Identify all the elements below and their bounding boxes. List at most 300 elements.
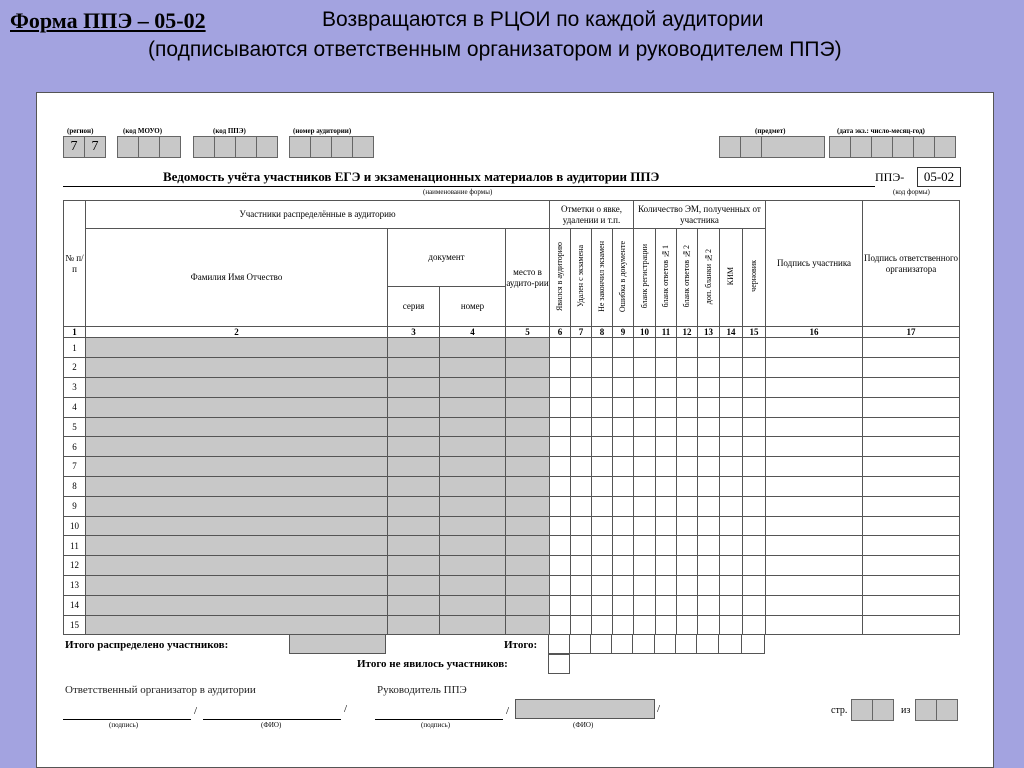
exam-date-box[interactable] (892, 136, 914, 158)
table-cell[interactable] (656, 516, 677, 536)
table-cell[interactable] (634, 556, 656, 576)
table-cell[interactable] (571, 516, 592, 536)
table-cell[interactable] (677, 377, 698, 397)
total-cell[interactable] (569, 634, 591, 654)
table-cell[interactable] (743, 516, 766, 536)
table-cell[interactable] (863, 615, 960, 635)
table-cell[interactable] (388, 516, 440, 536)
table-cell[interactable] (440, 417, 506, 437)
table-cell[interactable] (440, 476, 506, 496)
table-cell[interactable] (592, 437, 613, 457)
col-header-mark: Явился в аудиторию (555, 241, 565, 311)
table-cell[interactable] (388, 556, 440, 576)
table-cell[interactable] (592, 575, 613, 595)
table-cell[interactable] (86, 536, 388, 556)
table-cell[interactable] (506, 457, 550, 477)
table-cell[interactable] (506, 615, 550, 635)
mouo-code-box[interactable] (117, 136, 139, 158)
table-cell[interactable] (743, 556, 766, 576)
table-cell[interactable] (388, 575, 440, 595)
table-cell[interactable] (613, 417, 634, 437)
subject-box[interactable] (761, 136, 825, 158)
table-cell[interactable] (720, 556, 743, 576)
table-cell[interactable] (698, 536, 720, 556)
table-cell[interactable] (656, 496, 677, 516)
table-cell[interactable] (656, 377, 677, 397)
ppe-code-box[interactable] (235, 136, 257, 158)
table-cell[interactable] (571, 437, 592, 457)
exam-date-box[interactable] (913, 136, 935, 158)
table-cell[interactable] (656, 536, 677, 556)
room-number-box[interactable] (331, 136, 353, 158)
page-box[interactable] (851, 699, 873, 721)
table-cell[interactable] (592, 476, 613, 496)
table-cell[interactable] (677, 615, 698, 635)
head-signature-line[interactable] (375, 719, 503, 720)
form-title: Ведомость учёта участников ЕГЭ и экзаменационных материалов в аудитории ППЭ (163, 169, 660, 184)
table-cell[interactable] (677, 417, 698, 437)
table-cell[interactable] (743, 496, 766, 516)
table-cell[interactable] (613, 457, 634, 477)
exam-date-box[interactable] (850, 136, 872, 158)
table-cell[interactable] (720, 575, 743, 595)
slide-note-line2: (подписываются ответственным организатором и руководителем ППЭ) (148, 38, 842, 61)
table-cell[interactable] (86, 457, 388, 477)
table-cell[interactable] (550, 516, 571, 536)
total-cell[interactable] (718, 634, 742, 654)
table-cell[interactable] (550, 496, 571, 516)
table-cell[interactable] (698, 457, 720, 477)
table-cell[interactable] (86, 397, 388, 417)
table-cell[interactable] (613, 575, 634, 595)
table-cell[interactable] (592, 377, 613, 397)
table-cell[interactable] (506, 536, 550, 556)
table-cell[interactable] (766, 437, 863, 457)
table-cell[interactable] (86, 437, 388, 457)
table-cell[interactable] (720, 338, 743, 358)
table-cell[interactable] (634, 437, 656, 457)
table-cell[interactable] (720, 397, 743, 417)
table-cell[interactable] (677, 536, 698, 556)
table-cell[interactable] (440, 536, 506, 556)
table-cell[interactable] (698, 397, 720, 417)
table-cell[interactable] (743, 338, 766, 358)
table-cell[interactable] (766, 615, 863, 635)
table-cell[interactable] (550, 437, 571, 457)
column-number-cell: 9 (613, 327, 634, 338)
table-cell[interactable] (506, 397, 550, 417)
table-cell[interactable] (863, 377, 960, 397)
table-cell[interactable] (698, 437, 720, 457)
table-cell[interactable] (863, 437, 960, 457)
table-cell[interactable] (677, 437, 698, 457)
table-cell[interactable] (766, 496, 863, 516)
mouo-code-box[interactable] (159, 136, 181, 158)
table-cell[interactable] (720, 536, 743, 556)
table-cell[interactable] (550, 476, 571, 496)
table-cell[interactable] (592, 496, 613, 516)
table-cell[interactable] (440, 496, 506, 516)
table-cell[interactable] (677, 496, 698, 516)
table-cell[interactable] (743, 397, 766, 417)
table-cell[interactable] (656, 476, 677, 496)
table-cell[interactable] (86, 377, 388, 397)
table-cell[interactable] (698, 476, 720, 496)
table-cell[interactable] (656, 338, 677, 358)
table-cell[interactable] (592, 615, 613, 635)
col-header-document: документ (388, 229, 506, 287)
table-cell[interactable] (506, 476, 550, 496)
table-cell[interactable] (863, 417, 960, 437)
table-cell[interactable] (571, 338, 592, 358)
total-cell[interactable] (741, 634, 765, 654)
table-cell[interactable] (634, 615, 656, 635)
table-cell[interactable] (677, 595, 698, 615)
table-cell[interactable] (571, 476, 592, 496)
table-cell[interactable] (86, 556, 388, 576)
table-cell[interactable] (571, 496, 592, 516)
table-cell[interactable] (766, 595, 863, 615)
total-cell[interactable] (632, 634, 655, 654)
table-cell[interactable] (720, 437, 743, 457)
table-cell[interactable] (571, 556, 592, 576)
table-cell[interactable] (656, 556, 677, 576)
table-cell[interactable] (863, 476, 960, 496)
table-cell[interactable] (388, 496, 440, 516)
table-cell[interactable] (86, 338, 388, 358)
region-digit-box[interactable]: 7 (84, 136, 106, 158)
table-cell[interactable] (863, 397, 960, 417)
table-cell[interactable] (634, 536, 656, 556)
table-cell[interactable] (388, 397, 440, 417)
table-cell[interactable] (766, 556, 863, 576)
table-cell[interactable] (506, 595, 550, 615)
table-cell[interactable] (613, 615, 634, 635)
table-cell[interactable] (613, 595, 634, 615)
table-cell[interactable] (698, 595, 720, 615)
table-cell[interactable] (656, 397, 677, 417)
table-cell[interactable] (743, 476, 766, 496)
table-cell[interactable] (592, 338, 613, 358)
table-cell[interactable] (571, 417, 592, 437)
table-cell[interactable] (388, 457, 440, 477)
table-cell[interactable] (656, 615, 677, 635)
room-number-box[interactable] (310, 136, 332, 158)
table-cell[interactable] (743, 417, 766, 437)
table-cell[interactable] (677, 575, 698, 595)
table-cell[interactable] (388, 595, 440, 615)
page-box[interactable] (872, 699, 894, 721)
table-cell[interactable] (863, 536, 960, 556)
table-cell[interactable] (571, 575, 592, 595)
table-cell[interactable] (388, 476, 440, 496)
total-cell[interactable] (611, 634, 633, 654)
organizer-signature-line[interactable] (63, 719, 191, 720)
table-cell[interactable] (592, 397, 613, 417)
table-cell[interactable] (656, 595, 677, 615)
exam-date-box[interactable] (934, 136, 956, 158)
table-cell[interactable] (613, 516, 634, 536)
table-cell[interactable] (440, 615, 506, 635)
total-pages-box[interactable] (936, 699, 958, 721)
room-number-box[interactable] (289, 136, 311, 158)
table-cell[interactable] (698, 417, 720, 437)
table-cell[interactable] (592, 417, 613, 437)
table-cell[interactable] (592, 358, 613, 378)
total-absent-box[interactable] (548, 654, 570, 674)
page-boxes (851, 699, 893, 721)
table-cell[interactable] (698, 615, 720, 635)
table-cell[interactable] (766, 575, 863, 595)
table-cell[interactable] (766, 536, 863, 556)
table-cell[interactable] (613, 496, 634, 516)
table-cell[interactable] (440, 575, 506, 595)
table-cell[interactable] (634, 457, 656, 477)
table-cell[interactable] (613, 536, 634, 556)
col-header-em: бланк ответов №1 (661, 245, 671, 308)
table-cell[interactable] (743, 615, 766, 635)
table-cell[interactable] (571, 457, 592, 477)
table-cell[interactable] (388, 437, 440, 457)
table-cell[interactable] (863, 575, 960, 595)
table-cell[interactable] (613, 377, 634, 397)
table-cell[interactable] (698, 377, 720, 397)
table-cell[interactable] (766, 397, 863, 417)
row-number: 9 (64, 496, 86, 516)
head-fio-box[interactable] (515, 699, 655, 719)
table-cell[interactable] (550, 377, 571, 397)
table-cell[interactable] (440, 358, 506, 378)
table-cell[interactable] (634, 377, 656, 397)
table-cell[interactable] (613, 437, 634, 457)
total-cell[interactable] (696, 634, 719, 654)
table-cell[interactable] (766, 377, 863, 397)
table-cell[interactable] (743, 437, 766, 457)
table-cell[interactable] (743, 377, 766, 397)
table-cell[interactable] (656, 437, 677, 457)
table-cell[interactable] (720, 615, 743, 635)
table-cell[interactable] (863, 556, 960, 576)
table-cell[interactable] (766, 417, 863, 437)
table-cell[interactable] (743, 575, 766, 595)
organizer-fio-line[interactable] (203, 719, 341, 720)
total-cell[interactable] (675, 634, 697, 654)
table-cell[interactable] (677, 338, 698, 358)
subject-box[interactable] (719, 136, 741, 158)
table-cell[interactable] (571, 358, 592, 378)
table-cell[interactable] (743, 536, 766, 556)
table-cell[interactable] (440, 397, 506, 417)
table-cell[interactable] (592, 536, 613, 556)
table-cell[interactable] (613, 397, 634, 417)
ppe-code-box[interactable] (214, 136, 236, 158)
total-absent-label: Итого не явилось участников: (357, 658, 508, 670)
table-cell[interactable] (743, 358, 766, 378)
table-cell[interactable] (550, 536, 571, 556)
table-cell[interactable] (720, 476, 743, 496)
table-cell[interactable] (550, 358, 571, 378)
table-cell[interactable] (720, 417, 743, 437)
table-cell[interactable] (550, 575, 571, 595)
table-cell[interactable] (86, 615, 388, 635)
table-cell[interactable] (550, 595, 571, 615)
table-cell[interactable] (86, 417, 388, 437)
table-cell[interactable] (506, 556, 550, 576)
table-cell[interactable] (766, 516, 863, 536)
table-cell[interactable] (440, 437, 506, 457)
total-cell[interactable] (590, 634, 612, 654)
table-cell[interactable] (613, 338, 634, 358)
table-cell[interactable] (613, 476, 634, 496)
table-cell[interactable] (571, 615, 592, 635)
table-cell[interactable] (698, 338, 720, 358)
table-cell[interactable] (388, 338, 440, 358)
table-cell[interactable] (720, 457, 743, 477)
table-cell[interactable] (634, 417, 656, 437)
table-cell[interactable] (592, 556, 613, 576)
table-cell[interactable] (571, 595, 592, 615)
table-cell[interactable] (440, 457, 506, 477)
table-cell[interactable] (440, 377, 506, 397)
table-cell[interactable] (388, 377, 440, 397)
table-cell[interactable] (550, 615, 571, 635)
region-digit-box[interactable]: 7 (63, 136, 85, 158)
table-cell[interactable] (698, 358, 720, 378)
page-label: стр. (831, 705, 848, 716)
table-cell[interactable] (720, 516, 743, 536)
subject-box[interactable] (740, 136, 762, 158)
table-cell[interactable] (634, 338, 656, 358)
table-cell[interactable] (720, 595, 743, 615)
table-cell[interactable] (592, 516, 613, 536)
table-cell[interactable] (698, 575, 720, 595)
table-cell[interactable] (656, 358, 677, 378)
table-cell[interactable] (440, 595, 506, 615)
table-cell[interactable] (550, 338, 571, 358)
total-pages-box[interactable] (915, 699, 937, 721)
table-cell[interactable] (506, 377, 550, 397)
table-cell[interactable] (677, 397, 698, 417)
table-row (64, 397, 960, 417)
table-cell[interactable] (550, 397, 571, 417)
table-cell[interactable] (863, 358, 960, 378)
table-cell[interactable] (86, 496, 388, 516)
organizer-fio-caption: (ФИО) (261, 721, 282, 729)
table-cell[interactable] (698, 516, 720, 536)
table-cell[interactable] (388, 417, 440, 437)
table-cell[interactable] (656, 457, 677, 477)
table-cell[interactable] (388, 536, 440, 556)
col-header-fio: Фамилия Имя Отчество (86, 229, 388, 327)
table-cell[interactable] (656, 575, 677, 595)
table-cell[interactable] (720, 358, 743, 378)
table-cell[interactable] (506, 575, 550, 595)
table-cell[interactable] (571, 536, 592, 556)
total-distributed-box[interactable] (289, 634, 386, 654)
table-cell[interactable] (506, 516, 550, 536)
table-cell[interactable] (766, 476, 863, 496)
table-cell[interactable] (550, 556, 571, 576)
table-cell[interactable] (863, 496, 960, 516)
table-cell[interactable] (634, 496, 656, 516)
table-cell[interactable] (634, 476, 656, 496)
table-cell[interactable] (592, 457, 613, 477)
total-cell[interactable] (548, 634, 570, 654)
table-cell[interactable] (863, 338, 960, 358)
table-cell[interactable] (592, 595, 613, 615)
table-cell[interactable] (86, 358, 388, 378)
of-label: из (901, 705, 911, 716)
table-cell[interactable] (634, 397, 656, 417)
table-cell[interactable] (571, 377, 592, 397)
table-cell[interactable] (506, 496, 550, 516)
table-cell[interactable] (863, 595, 960, 615)
table-cell[interactable] (863, 516, 960, 536)
table-cell[interactable] (550, 457, 571, 477)
exam-date-box[interactable] (871, 136, 893, 158)
table-cell[interactable] (86, 476, 388, 496)
table-cell[interactable] (863, 457, 960, 477)
table-cell[interactable] (766, 457, 863, 477)
total-cell[interactable] (654, 634, 676, 654)
table-cell[interactable] (506, 437, 550, 457)
table-row (64, 556, 960, 576)
table-cell[interactable] (698, 496, 720, 516)
room-number-box[interactable] (352, 136, 374, 158)
table-cell[interactable] (677, 556, 698, 576)
table-cell[interactable] (506, 358, 550, 378)
table-cell[interactable] (440, 556, 506, 576)
ppe-code-box[interactable] (256, 136, 278, 158)
table-cell[interactable] (634, 358, 656, 378)
table-cell[interactable] (766, 358, 863, 378)
row-number: 3 (64, 377, 86, 397)
table-cell[interactable] (440, 516, 506, 536)
table-cell[interactable] (634, 575, 656, 595)
table-cell[interactable] (720, 377, 743, 397)
table-cell[interactable] (613, 358, 634, 378)
table-cell[interactable] (86, 516, 388, 536)
table-cell[interactable] (634, 595, 656, 615)
table-cell[interactable] (388, 615, 440, 635)
ppe-code-box[interactable] (193, 136, 215, 158)
table-cell[interactable] (677, 516, 698, 536)
table-cell[interactable] (634, 516, 656, 536)
table-cell[interactable] (743, 457, 766, 477)
table-cell[interactable] (766, 338, 863, 358)
table-cell[interactable] (613, 556, 634, 576)
ppe-code-label: (код ППЭ) (213, 127, 246, 135)
exam-date-box[interactable] (829, 136, 851, 158)
table-cell[interactable] (698, 556, 720, 576)
table-cell[interactable] (720, 496, 743, 516)
table-cell[interactable] (677, 476, 698, 496)
table-cell[interactable] (388, 358, 440, 378)
table-cell[interactable] (440, 338, 506, 358)
table-cell[interactable] (86, 575, 388, 595)
table-cell[interactable] (506, 417, 550, 437)
table-cell[interactable] (506, 338, 550, 358)
table-cell[interactable] (571, 397, 592, 417)
table-cell[interactable] (677, 358, 698, 378)
table-cell[interactable] (550, 417, 571, 437)
table-cell[interactable] (86, 595, 388, 615)
mouo-code-box[interactable] (138, 136, 160, 158)
table-cell[interactable] (656, 417, 677, 437)
row-number: 6 (64, 437, 86, 457)
table-cell[interactable] (677, 457, 698, 477)
table-cell[interactable] (743, 595, 766, 615)
